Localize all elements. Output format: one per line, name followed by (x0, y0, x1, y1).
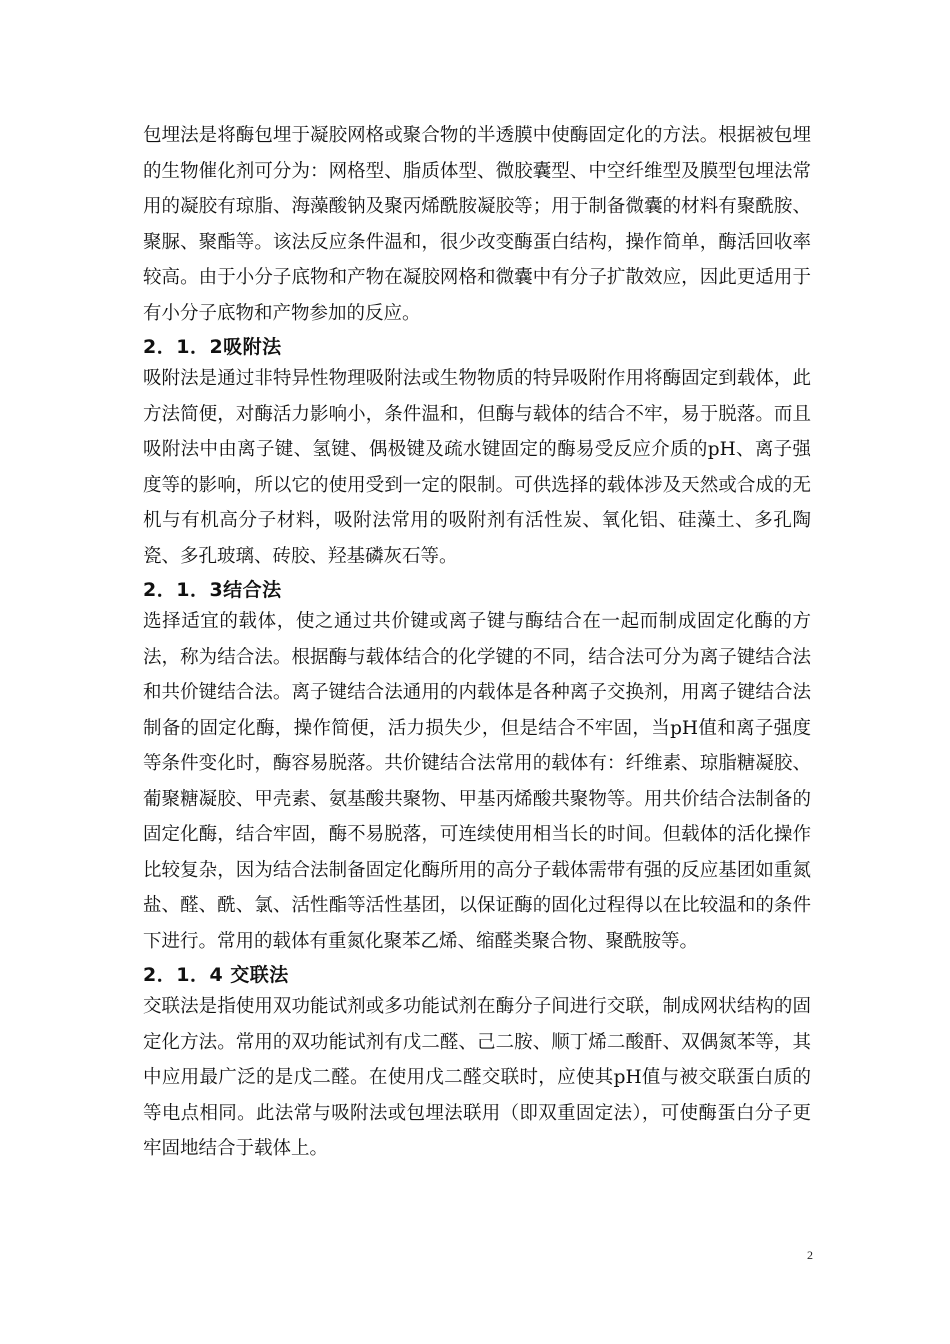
intro-paragraph: 包埋法是将酶包埋于凝胶网格或聚合物的半透膜中使酶固定化的方法。根据被包埋的生物催化剂可分为：网格型、脂质体型、微胶囊型、中空纤维型及膜型包埋法常用的凝胶有琼脂、海藻酸钠及聚丙烯酰胺凝胶等；用于制备微囊的材料有聚酰胺、聚脲、聚酯等。该法反应条件温和，很少改变酶蛋白结构，操作简单，酶活回收率较高。由于小分子底物和产物在凝胶网格和微囊中有分子扩散效应，因此更适用于有小分子底物和产物参加的反应。 (143, 125, 811, 324)
section-body-adsorption: 吸附法是通过非特异性物理吸附法或生物物质的特异吸附作用将酶固定到载体，此方法简便，对酶活力影响小，条件温和，但酶与载体的结合不牢，易于脱落。而且吸附法中由离子键、氢键、偶极键及疏水键固定的酶易受反应介质的pH、离子强度等的影响，所以它的使用受到一定的限制。可供选择的载体涉及天然或合成的无机与有机高分子材料，吸附法常用的吸附剂有活性炭、氧化铝、硅藻土、多孔陶瓷、多孔玻璃、砖胶、羟基磷灰石等。 (143, 368, 811, 567)
section-heading-adsorption: 2．1．2吸附法 (143, 336, 282, 358)
section-body-crosslinking: 交联法是指使用双功能试剂或多功能试剂在酶分子间进行交联，制成网状结构的固定化方法。常用的双功能试剂有戊二醛、己二胺、顺丁烯二酸酐、双偶氮苯等，其中应用最广泛的是戊二醛。在使用戊二醛交联时，应使其pH值与被交联蛋白质的等电点相同。此法常与吸附法或包埋法联用（即双重固定法），可使酶蛋白分子更牢固地结合于载体上。 (143, 996, 811, 1159)
section-adsorption (143, 331, 811, 574)
section-heading-crosslinking: 2．1．4 交联法 (143, 964, 289, 986)
section-binding (143, 574, 811, 959)
section-heading-binding: 2．1．3结合法 (143, 579, 282, 601)
page-number: 2 (807, 1248, 813, 1262)
section-body-binding: 选择适宜的载体，使之通过共价键或离子键与酶结合在一起而制成固定化酶的方法，称为结合法。根据酶与载体结合的化学键的不同，结合法可分为离子键结合法和共价键结合法。离子键结合法通用的内载体是各种离子交换剂，用离子键结合法制备的固定化酶，操作简便，活力损失少，但是结合不牢固，当pH值和离子强度等条件变化时，酶容易脱落。共价键结合法常用的载体有：纤维素、琼脂糖凝胶、葡聚糖凝胶、甲壳素、氨基酸共聚物、甲基丙烯酸共聚物等。用共价结合法制备的固定化酶，结合牢固，酶不易脱落，可连续使用相当长的时间。但载体的活化操作比较复杂，因为结合法制备固定化酶所用的高分子载体需带有强的反应基团如重氮盐、醛、酰、氯、活性酯等活性基团，以保证酶的固化过程得以在比较温和的条件下进行。常用的载体有重氮化聚苯乙烯、缩醛类聚合物、聚酰胺等。 (143, 611, 811, 952)
document-body (143, 118, 811, 1167)
section-crosslinking (143, 959, 811, 1167)
